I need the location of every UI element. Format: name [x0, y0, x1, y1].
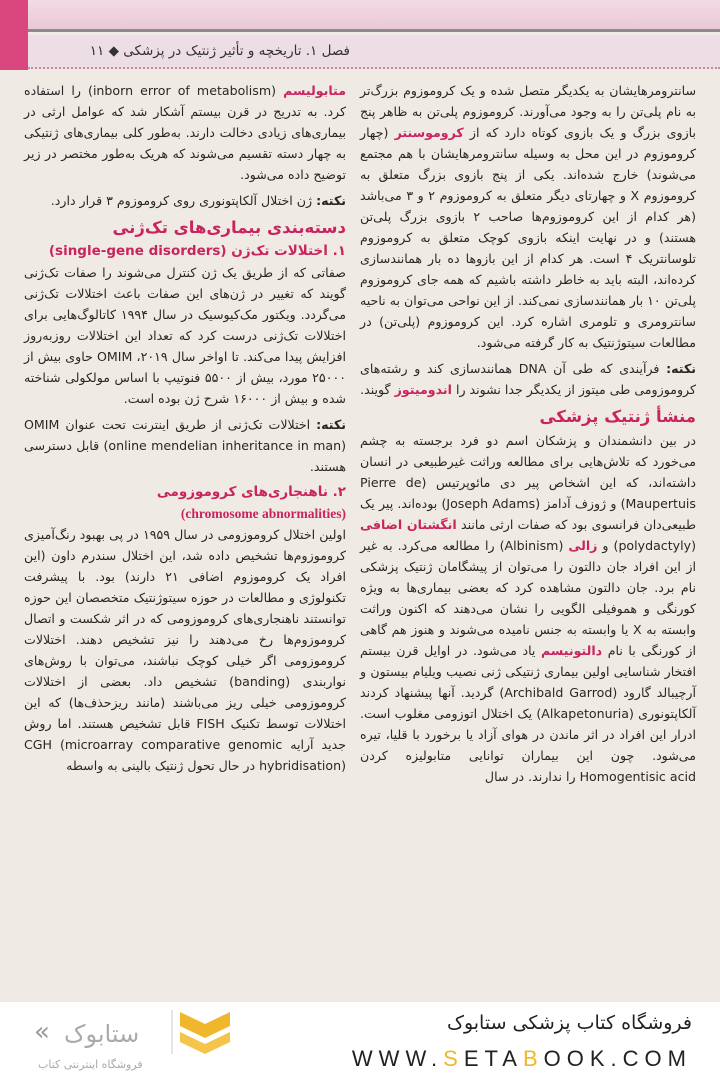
note: نکته: ژن اختلال آلکاپتونوری روی کروموزوم ۳ قرار دارد.	[50, 193, 346, 208]
running-header-title: فصل ۱. تاریخچه و تأثیر ژنتیک در پزشکی ◆ ۱۱	[89, 43, 350, 59]
note: نکته: اختلالات تک‌ژنی از طریق اینترنت تحت عنوان OMIM (online mendelian inheritance in man) قابل دسترسی هستند.	[24, 417, 346, 474]
setabook-logo-icon	[30, 1006, 250, 1056]
subsection-heading: ۱. اختلالات تک‌ژن (single-gene disorders)	[48, 243, 346, 259]
note: نکته: فرآیندی که طی آن DNA همانندسازی کند و رشته‌های کروموزومی طی میتوز از یکدیگر جدا نشوند را اندومیتوز گویند.	[360, 361, 696, 397]
subsection-heading: ۲. ناهنجاری‌های کروموزومی	[156, 484, 346, 500]
header-band	[0, 0, 720, 32]
right-column	[360, 80, 696, 787]
logo-subtitle: فروشگاه اینترنتی کتاب	[38, 1058, 143, 1071]
page-number: ۱۱	[89, 43, 105, 59]
paragraph: سانترومرهایشان به یکدیگر متصل شده و یک کروموزوم بزرگ‌تر به نام پلی‌تن را به وجود می‌آورند. کروموزوم پلی‌تن به ظاهر پنج بازوی بزرگ و یک بازوی کوتاه دارد که از کروموسنتر (چهار کروموزوم در این محل به وسیله سانترومرهایشان با هم مجتمع می‌شوند) خارج شده‌اند. یکی از پنج بازوی بزرگ متعلق به کروموزوم X و چهارتای دیگر متعلق به کروموزوم ۲ و ۳ می‌باشد (هر کدام از این کروموزوم‌ها صاحب ۲ بازوی بزرگ پلی‌تن هستند) و در نهایت اینکه بازوی کوچک متعلق به کروموزوم تلوسانتریک ۴ است. هر کدام از این بازوها ده بار همانندسازی کرده‌اند، البته باید به خاطر داشته باشیم که همه جای کروموزوم پلی‌تن ۱۰ بار همانندسازی نمی‌کند. از این نواحی می‌توان به ناحیه سانترومری و تلومری اشاره کرد. این کروموزوم (پلی‌تن) در مطالعات سیتوژنتیک به کار گرفته می‌شود.	[360, 83, 696, 350]
paragraph: در بین دانشمندان و پزشکان اسم دو فرد برجسته به چشم می‌خورد که تلاش‌هایی برای مطالعه وراثت غیرطبیعی در انسان داشته‌اند، که این اشخاص پیر دی مائوپرتیس (Pierre de Maupertuis) و ژوزف آدامز (Joseph Adams) بوده‌اند. پیر یک طبیعی‌دان فرانسوی بود که صفات ارثی مانند انگشتان اضافی (polydactyly) و زالی (Albinism) را مطالعه می‌کرد. به غیر از این افراد جان دالتون را می‌توان از پیشگامان ژنتیک پزشکی نام برد. جان دالتون مشاهده کرد که بعضی بیماری‌ها به ویژه کورنگی و هموفیلی الگویی را نشان می‌دهند که اکنون وراثت وابسته به X یا وابسته به جنس نامیده می‌شوند و هنوز هم گاهی از کورنگی با نام دالتونیسم یاد می‌شود. در اوایل قرن بیستم افتخار شناسایی اولین بیماری ژنتیکی ژنی نصیب ویلیام بیستون و آرچیبالد گارود (Archibald Garrod) گردید. آنها پیشنهاد کردند آلکاپتونوری (Alkapetonuria) یک اختلال اتوزومی مغلوب است. ادرار این افراد در اثر ماندن در هوای آزاد یا برخورد با قلیا، تیره می‌شود. چون این بیماران توانایی متابولیزه کردن Homogentisic acid را ندارند. در سال	[360, 433, 697, 784]
footer-ad[interactable]	[0, 1002, 720, 1080]
paragraph: اولین اختلال کروموزومی در سال ۱۹۵۹ در پی بهبود رنگ‌آمیزی کروموزوم‌ها تشخیص داده شد، این اختلال سندرم داون (این افراد یک کروموزوم اضافی ۲۱ دارند) بود. با پیشرفت تکنولوژی و مطالعات در حوزه سیتوژنتیک متخصصان این حوزه توانستند ناهنجاری‌های کروموزومی که در اثر شکست و اتصال کروموزوم‌ها رخ می‌دهند را نیز تشخیص دهند. اختلالات کروموزومی اگر خیلی کوچک نباشند، می‌توان با روش‌های نواربندی (banding) تشخیص داد. بعضی از اختلالات کروموزومی خیلی ریز می‌باشند (مانند ریزحذف‌ها) که این اختلالات توسط تکنیک FISH قابل تشخیص هستند. اما روش جدید آرایه CGH (microarray comparative genomic hybridisation) در حال تحول ژنتیک بالینی به واسطه	[24, 527, 346, 773]
section-heading: منشأ ژنتیک پزشکی	[539, 407, 696, 426]
subsection-heading-en: (chromosome abnormalities)	[180, 506, 346, 521]
paragraph: متابولیسم (inborn error of metabolism) را استفاده کرد. به تدریج در قرن بیستم آشکار شد که عوامل ارثی در بیماری‌های زیادی دخالت دارند. به‌طور کلی بیماری‌های ژنتیکی به چهار دسته تقسیم می‌شوند که هریک به‌طور مختصر در زیر توضیح داده می‌شود.	[24, 83, 346, 182]
svg-text:«: «	[34, 1017, 50, 1047]
chapter-tab	[0, 0, 28, 70]
paragraph: صفاتی که از طریق یک ژن کنترل می‌شوند را صفات تک‌ژنی گویند که تغییر در ژن‌های این صفات باعث اختلالات تک‌ژنی می‌گردد. ویکتور مک‌کیوسیک در سال ۱۹۹۴ کاتالوگ‌هایی برای اختلالات تک‌ژنی درست کرد که تعداد این اختلالات روزبه‌روز افزایش پیدا می‌کند. تا اواخر سال ۲۰۱۹، OMIM حاوی بیش از ۲۵۰۰۰ مورد، بیش از ۵۵۰۰ فنوتیپ با اساس مولکولی شناخته شده و بیش از ۱۶۰۰۰ شرح ژن بوده است.	[24, 265, 346, 406]
left-column	[24, 80, 346, 776]
logo-word: ستابوک	[64, 1020, 140, 1048]
section-heading: دسته‌بندی بیماری‌های تک‌ژنی	[112, 218, 346, 237]
shop-url[interactable]: WWW.SETABOOK.COM	[351, 1046, 692, 1071]
chapter-title: فصل ۱. تاریخچه و تأثیر ژنتیک در پزشکی	[123, 43, 350, 59]
shop-name: فروشگاه کتاب پزشکی ستابوک	[446, 1012, 692, 1034]
